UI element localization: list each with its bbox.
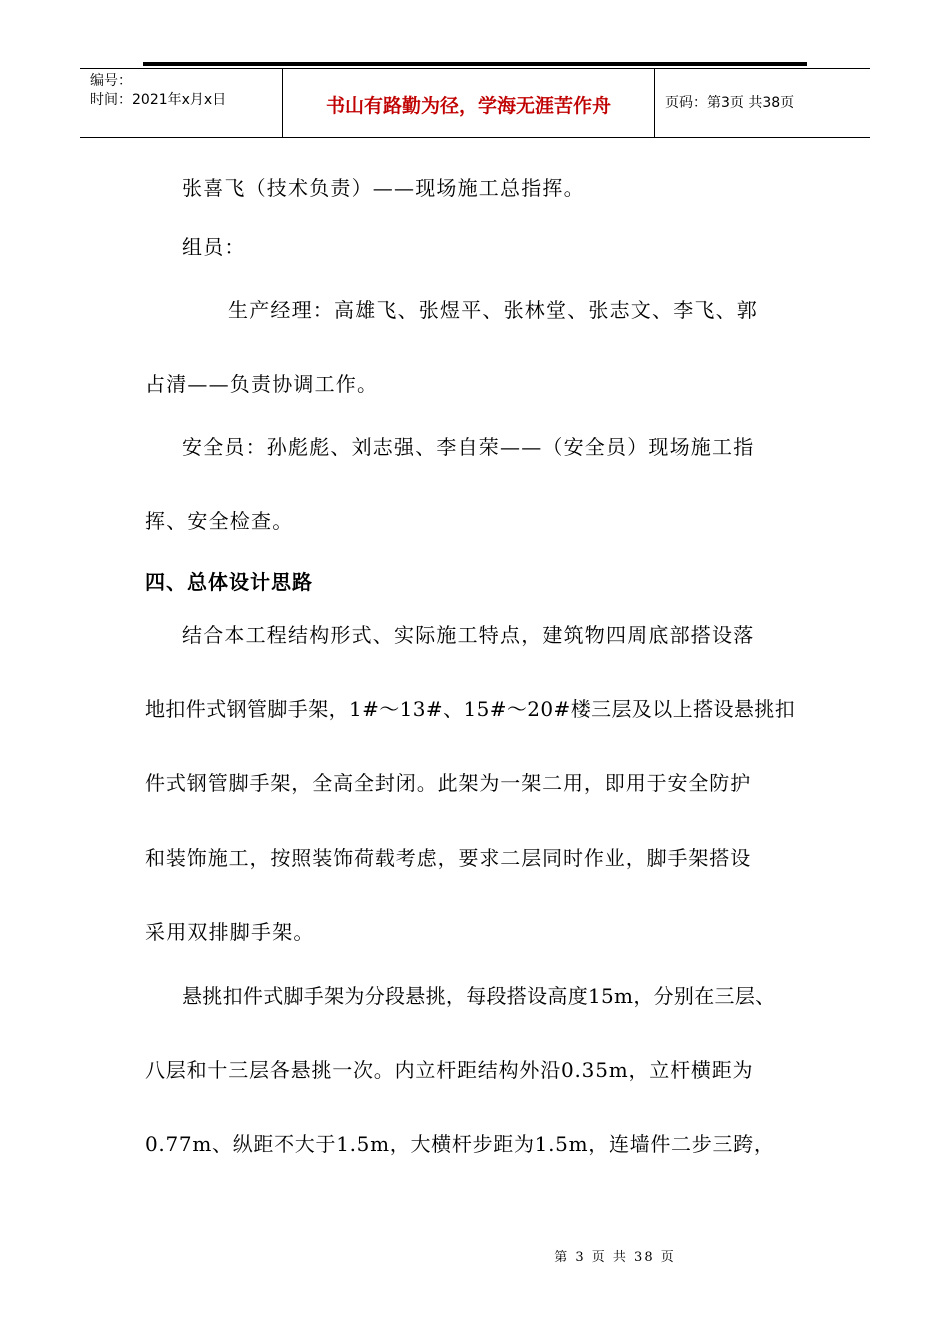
paragraph-line: 悬挑扣件式脚手架为分段悬挑，每段搭设高度15m，分别在三层、 bbox=[182, 984, 776, 1008]
paragraph-line: 件式钢管脚手架，全高全封闭。此架为一架二用，即用于安全防护 bbox=[145, 771, 752, 795]
paragraph-line: 结合本工程结构形式、实际施工特点，建筑物四周底部搭设落 bbox=[182, 623, 755, 647]
paragraph-line: 0.77m、纵距不大于1.5m，大横杆步距为1.5m，连墙件二步三跨， bbox=[145, 1132, 775, 1156]
paragraph-line: 和装饰施工，按照装饰荷载考虑，要求二层同时作业，脚手架搭设 bbox=[145, 846, 752, 870]
paragraph-line: 八层和十三层各悬挑一次。内立杆距结构外沿0.35m，立杆横距为 bbox=[145, 1058, 754, 1082]
document-date: 时间：2021年x月x日 bbox=[90, 92, 227, 108]
section-heading: 四、总体设计思路 bbox=[145, 570, 313, 594]
paragraph-line: 安全员：孙彪彪、刘志强、李自荣——（安全员）现场施工指 bbox=[182, 435, 755, 459]
page-header bbox=[80, 68, 870, 138]
paragraph-line: 生产经理：高雄飞、张煜平、张林堂、张志文、李飞、郭 bbox=[228, 298, 758, 322]
page-footer: 第 3 页 共 38 页 bbox=[554, 1250, 676, 1265]
paragraph-line: 组员： bbox=[182, 235, 246, 259]
paragraph-line: 挥、安全检查。 bbox=[145, 509, 294, 533]
document-number: 编号： bbox=[90, 73, 132, 89]
header-motto-cell bbox=[283, 69, 655, 137]
paragraph-line: 地扣件式钢管脚手架，1#～13#、15#～20#楼三层及以上搭设悬挑扣 bbox=[145, 697, 796, 721]
paragraph-line: 占清——负责协调工作。 bbox=[145, 372, 379, 396]
paragraph-line: 张喜飞（技术负责）——现场施工总指挥。 bbox=[182, 176, 585, 200]
header-page-cell bbox=[655, 69, 870, 137]
header-motto: 书山有路勤为径，学海无涯苦作舟 bbox=[325, 95, 611, 117]
header-page-info: 页码：第3页 共38页 bbox=[665, 95, 795, 111]
paragraph-line: 采用双排脚手架。 bbox=[145, 920, 315, 944]
header-meta-cell bbox=[80, 69, 283, 137]
header-top-rule bbox=[143, 62, 807, 66]
